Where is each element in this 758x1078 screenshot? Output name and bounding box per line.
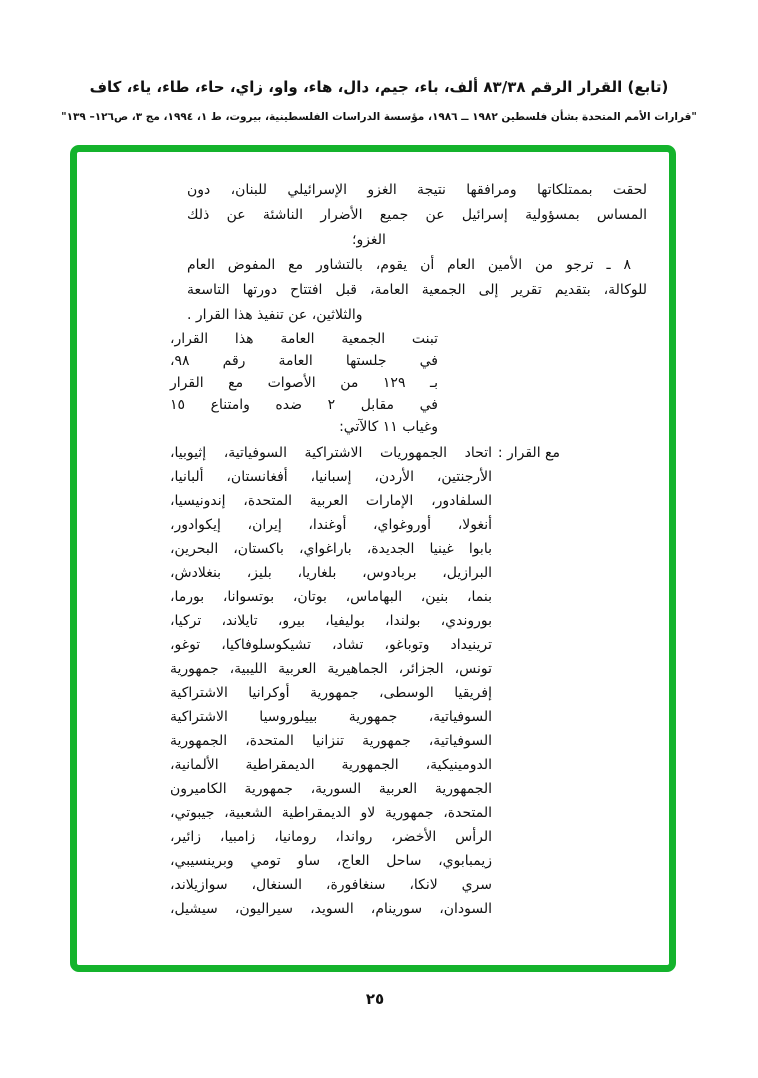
text-line: الأرجنتين، الأردن، إسبانيا، أفغانستان، ألبانيا، xyxy=(170,469,492,485)
text-line: بابوا غينيا الجديدة، باراغواي، باكستان، البحرين، xyxy=(170,541,492,557)
text-line: ترينيداد وتوباغو، تشاد، تشيكوسلوفاكيا، توغو، xyxy=(170,637,492,653)
text-line: السودان، سورينام، السويد، سيراليون، سيشيل، xyxy=(170,901,492,917)
text-line: الدومينيكية، الجمهورية الديمقراطية الألمانية، xyxy=(170,757,492,773)
text-line: بنما، بنين، البهاماس، بوتان، بوتسوانا، بورما، xyxy=(170,589,492,605)
text-line: المساس بمسؤولية إسرائيل عن جميع الأضرار الناشئة عن ذلك xyxy=(187,207,647,223)
text-line: الجمهورية العربية السورية، جمهورية الكاميرون xyxy=(170,781,492,797)
vote-result-block xyxy=(170,328,438,438)
resolution-paragraphs xyxy=(187,178,647,328)
text-line: تبنت الجمعية العامة هذا القرار، xyxy=(170,331,438,347)
text-line: لحقت بممتلكاتها ومرافقها نتيجة الغزو الإسرائيلي للبنان، دون xyxy=(187,182,647,198)
text-line: زيمبابوي، ساحل العاج، ساو تومي وبرينسيبي، xyxy=(170,853,492,869)
text-line: أنغولا، أوروغواي، أوغندا، إيران، إيكوادور، xyxy=(170,517,492,533)
text-line: في جلستها العامة رقم ٩٨، xyxy=(170,353,438,369)
text-line: إفريقيا الوسطى، جمهورية أوكرانيا الاشتراكية xyxy=(170,685,492,701)
text-line: وغياب ١١ كالآتي: xyxy=(339,419,438,435)
text-line: تونس، الجزائر، الجماهيرية العربية الليبية، جمهورية xyxy=(170,661,492,677)
text-line: السوفياتية، جمهورية تنزانيا المتحدة، الجمهورية xyxy=(170,733,492,749)
page-number: ٢٥ xyxy=(365,990,385,1008)
text-line: السلفادور، الإمارات العربية المتحدة، إندونيسيا، xyxy=(170,493,492,509)
text-line: ٨ ـ ترجو من الأمين العام أن يقوم، بالتشاور مع المفوض العام xyxy=(187,257,631,273)
text-line: البرازيل، بربادوس، بلغاريا، بليز، بنغلادش، xyxy=(170,565,492,581)
with-resolution-label: مع القرار : xyxy=(497,445,560,461)
text-line: الرأس الأخضر، رواندا، رومانيا، زامبيا، زائير، xyxy=(170,829,492,845)
text-line: اتحاد الجمهوريات الاشتراكية السوفياتية، إثيوبيا، xyxy=(170,445,492,461)
resolution-title: (تابع) القرار الرقم ٨٣/٣٨ ألف، باء، جيم، دال، هاء، واو، زاي، حاء، طاء، ياء، كاف xyxy=(89,78,669,96)
text-line: المتحدة، جمهورية لاو الديمقراطية الشعبية، جيبوتي، xyxy=(170,805,492,821)
text-line: الغزو؛ xyxy=(352,232,386,248)
text-line: بوروندي، بولندا، بوليفيا، بيرو، تايلاند، تركيا، xyxy=(170,613,492,629)
text-line: سري لانكا، سنغافورة، السنغال، سوازيلاند، xyxy=(170,877,492,893)
text-line: والثلاثين، عن تنفيذ هذا القرار . xyxy=(187,307,363,323)
source-citation: "قرارات الأمم المتحدة بشأن فلسطين ١٩٨٢ ــ ١٩٨٦، مؤسسة الدراسات الفلسطينية، بيروت، ط ١، ١٩٩٤، مج ٣، ص١٢٦– ١٣٩" xyxy=(61,111,697,123)
text-line: السوفياتية، جمهورية بييلوروسيا الاشتراكية xyxy=(170,709,492,725)
voting-countries-block xyxy=(170,441,560,921)
text-line: للوكالة، بتقديم تقرير إلى الجمعية العامة، قبل افتتاح دورتها التاسعة xyxy=(187,282,647,298)
text-line: في مقابل ٢ ضده وامتناع ١٥ xyxy=(170,397,439,413)
text-line: بـ ١٢٩ من الأصوات مع القرار xyxy=(170,375,438,391)
